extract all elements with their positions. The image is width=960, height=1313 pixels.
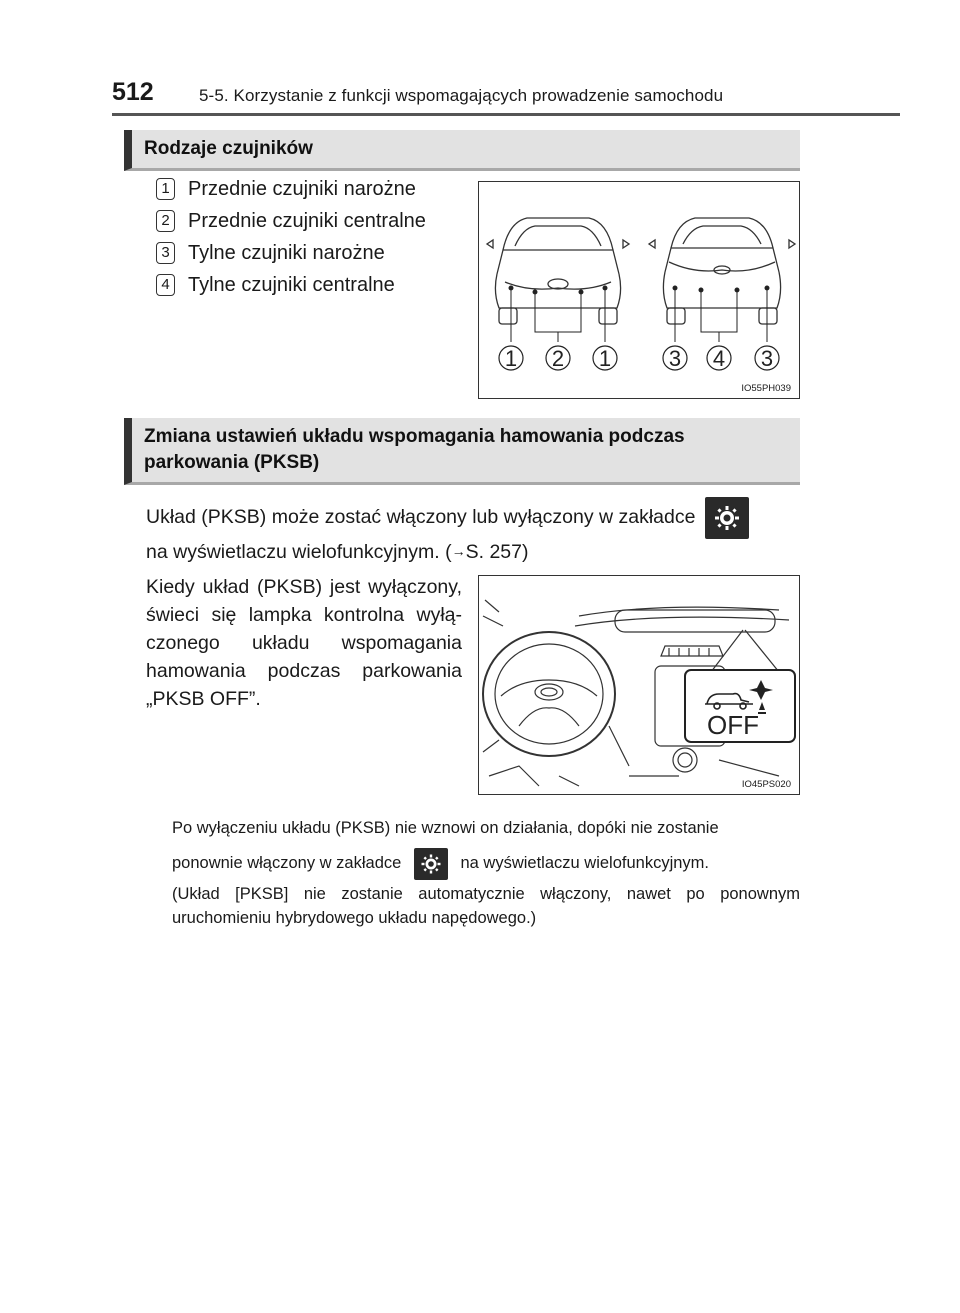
dashboard-illustration [479, 576, 798, 793]
callout-label: 3 [668, 346, 682, 371]
list-item [156, 210, 426, 233]
note-text [172, 816, 719, 840]
number-badge: 2 [156, 210, 175, 232]
header-rule [112, 113, 900, 116]
callout-label: 4 [712, 346, 726, 371]
note-text [172, 846, 709, 880]
callout-label: 1 [598, 346, 612, 371]
paragraph-line: świeci się lampka kontrolna wyłą- [146, 604, 462, 626]
gear-icon [705, 497, 749, 539]
number-badge: 4 [156, 274, 175, 296]
dashboard-indicator-figure [478, 575, 800, 795]
note-line: ponownie włączony w zakładce [172, 854, 402, 872]
section-heading-text: Rodzaje czujników [144, 138, 313, 159]
callout-label: 1 [504, 346, 518, 371]
paragraph-line: czonego układu wspomagania [146, 632, 462, 654]
figure-code: IO45PS020 [741, 779, 791, 790]
paragraph-line: hamowania podczas parkowania [146, 660, 462, 682]
number-badge: 3 [156, 242, 175, 264]
list-item [156, 242, 385, 265]
paragraph-text: na wyświetlaczu wielofunkcyjnym. ( [146, 541, 452, 563]
number-badge: 1 [156, 178, 175, 200]
note-line: na wyświetlaczu wielofunkcyjnym. [460, 854, 709, 872]
indicator-off-label: OFF [707, 710, 759, 740]
list-item [156, 178, 416, 201]
note-text [172, 882, 800, 930]
section-heading-pksb-settings [124, 418, 800, 485]
callout-label: 2 [551, 346, 565, 371]
list-item-label: Tylne czujniki narożne [188, 242, 385, 264]
paragraph-toggle-info [146, 497, 749, 539]
list-item-label: Tylne czujniki centralne [188, 274, 395, 296]
note-line: Po wyłączeniu układu (PKSB) nie wznowi on działania, dopóki nie zostanie [172, 819, 719, 837]
section-heading-text-line2: parkowania (PKSB) [144, 452, 320, 473]
page-number: 512 [112, 78, 154, 106]
paragraph-text: Układ (PKSB) może zostać włączony lub wyłączony w zakładce [146, 506, 696, 529]
page-reference: S. 257) [465, 541, 529, 563]
arrow-icon: → [451, 543, 466, 559]
note-line: (Układ [PKSB] nie zostanie automatycznie włączony, nawet po ponownym [172, 885, 800, 903]
section-heading-text-line1: Zmiana ustawień układu wspomagania hamowania podczas [144, 426, 685, 447]
paragraph-line: Kiedy układ (PKSB) jest wyłączony, [146, 576, 462, 598]
running-title: 5-5. Korzystanie z funkcji wspomagających prowadzenie samochodu [199, 86, 724, 105]
note-line: uruchomieniu hybrydowego układu napędowego.) [172, 909, 537, 927]
list-item [156, 274, 395, 297]
list-item-label: Przednie czujniki centralne [188, 210, 426, 232]
paragraph-toggle-info-cont [146, 534, 528, 570]
car-front-rear-illustration [479, 182, 798, 397]
list-item-label: Przednie czujniki narożne [188, 178, 416, 200]
sensor-location-figure [478, 181, 800, 399]
callout-label: 3 [760, 346, 774, 371]
paragraph-line: „PKSB OFF”. [146, 688, 261, 710]
figure-code: IO55PH039 [741, 383, 791, 394]
gear-icon [414, 848, 448, 880]
paragraph-indicator-info [146, 573, 462, 713]
section-heading-sensor-types [124, 130, 800, 171]
